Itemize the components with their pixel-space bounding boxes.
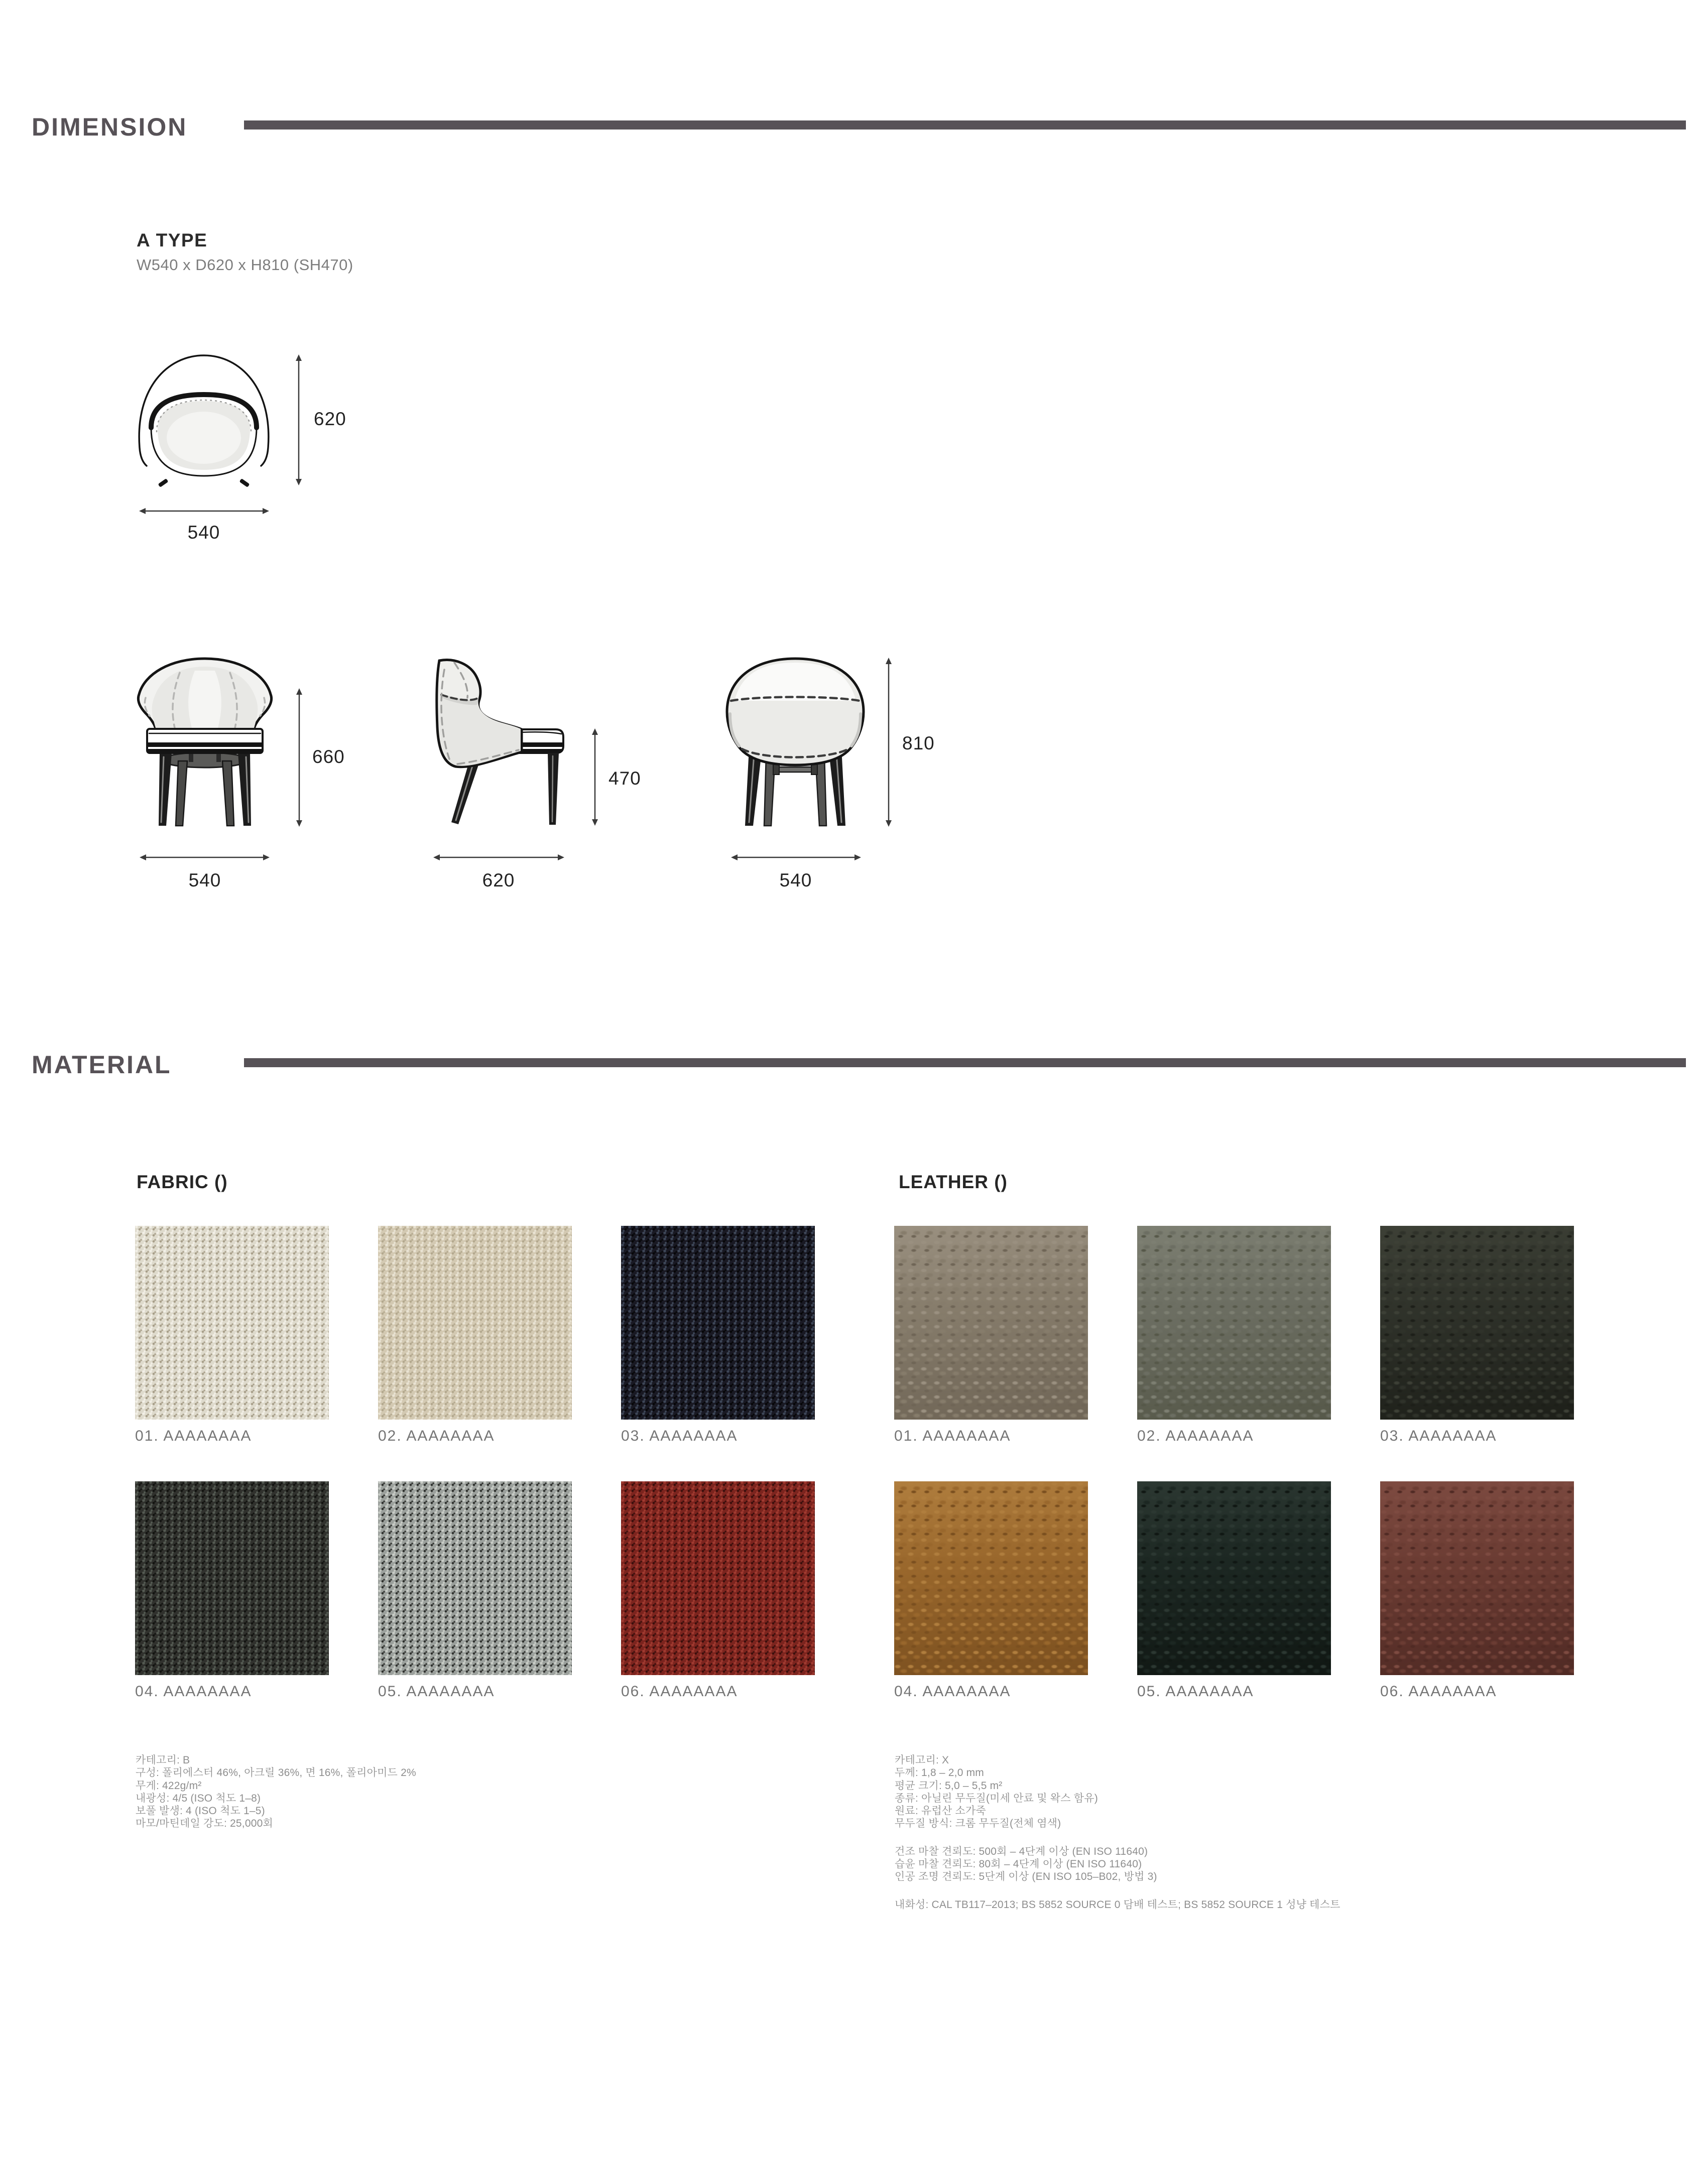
leather-swatch-06 (1380, 1481, 1574, 1675)
spec-line: 내광성: 4/5 (ISO 척도 1–8) (136, 1792, 261, 1804)
swatch-label: 04. AAAAAAAA (135, 1683, 252, 1700)
spec-line: 카테고리: B (136, 1754, 190, 1766)
swatch-label: 06. AAAAAAAA (1380, 1683, 1497, 1700)
dim-side-seat-height: 470 (608, 768, 641, 789)
back-view-height-dim-line (886, 658, 892, 827)
spec-line: 구성: 폴리에스터 46%, 아크릴 36%, 면 16%, 폴리아미드 2% (136, 1767, 416, 1779)
dim-back-width: 540 (779, 870, 812, 891)
dim-side-depth: 620 (482, 870, 515, 891)
fabric-swatch-cell (621, 1481, 815, 1700)
swatch-label: 04. AAAAAAAA (894, 1683, 1011, 1700)
fabric-swatch-04 (135, 1481, 329, 1675)
fabric-swatch-06 (621, 1481, 815, 1675)
spec-line: 마모/마틴데일 강도: 25,000회 (136, 1818, 273, 1830)
dimension-section-title: DIMENSION (32, 113, 188, 141)
spec-line: 내화성: CAL TB117–2013; BS 5852 SOURCE 0 담배 테스트; BS 5852 SOURCE 1 성냥 테스트 (895, 1898, 1340, 1911)
leather-swatch-02 (1137, 1226, 1331, 1420)
swatch-label: 02. AAAAAAAA (1137, 1428, 1254, 1444)
top-view-depth-dim-line (296, 354, 302, 485)
leather-swatch-05 (1137, 1481, 1331, 1675)
side-view-depth-dim-line (433, 854, 564, 860)
fabric-group-title: FABRIC () (137, 1172, 228, 1192)
swatch-label: 05. AAAAAAAA (1137, 1683, 1254, 1700)
fabric-swatch-02 (378, 1226, 572, 1420)
spec-line: 보풀 발생: 4 (ISO 척도 1–5) (136, 1805, 265, 1817)
leather-swatch-04 (894, 1481, 1088, 1675)
back-view-drawing (723, 648, 914, 868)
spec-line: 카테고리: X (895, 1754, 949, 1766)
swatch-label: 05. AAAAAAAA (378, 1683, 495, 1700)
top-view-feet (158, 478, 250, 487)
fabric-swatch-cell (135, 1481, 329, 1700)
material-section-title: MATERIAL (32, 1051, 172, 1079)
dim-front-width: 540 (188, 870, 221, 891)
leather-specs-general (895, 1754, 1340, 1830)
side-view-drawing (424, 648, 615, 868)
dim-front-height: 660 (312, 746, 345, 767)
spec-line: 건조 마찰 견뢰도: 500회 – 4단계 이상 (EN ISO 11640) (895, 1845, 1148, 1857)
fabric-swatch-cell (378, 1481, 572, 1700)
leather-swatch-cell (894, 1481, 1088, 1700)
top-view-width-dim-line (139, 508, 269, 514)
fabric-swatch-cell (621, 1226, 815, 1445)
fabric-swatch-05 (378, 1481, 572, 1675)
fabric-swatch-01 (135, 1226, 329, 1420)
swatch-label: 01. AAAAAAAA (894, 1428, 1011, 1444)
fabric-swatch-cell (378, 1226, 572, 1445)
spec-line: 원료: 유럽산 소가죽 (895, 1805, 986, 1817)
fabric-specs (136, 1754, 416, 1830)
leather-swatch-cell (1380, 1481, 1574, 1700)
spec-line: 두께: 1,8 – 2,0 mm (895, 1767, 984, 1779)
front-view-drawing (131, 648, 311, 868)
fabric-specs-block (136, 1754, 416, 1830)
side-view-seatheight-dim-line (592, 728, 598, 826)
swatch-label: 03. AAAAAAAA (1380, 1428, 1497, 1444)
dim-top-depth: 620 (314, 409, 346, 429)
spec-line: 무게: 422g/m² (136, 1780, 202, 1792)
spec-line: 무두질 방식: 크롬 무두질(전체 염색) (895, 1818, 1061, 1830)
leather-swatch-01 (894, 1226, 1088, 1420)
leather-swatch-cell (894, 1226, 1088, 1445)
spec-line: 인공 조명 견뢰도: 5단계 이상 (EN ISO 105–B02, 방법 3) (895, 1871, 1157, 1883)
leather-swatch-cell (1380, 1226, 1574, 1445)
front-view-height-dim-line (296, 688, 302, 827)
fabric-swatch-03 (621, 1226, 815, 1420)
dim-back-height: 810 (902, 733, 935, 753)
front-view-width-dim-line (140, 854, 270, 860)
leather-specs-fastness (895, 1845, 1340, 1883)
swatch-label: 01. AAAAAAAA (135, 1428, 252, 1444)
leather-group-title: LEATHER () (899, 1172, 1008, 1192)
swatch-label: 06. AAAAAAAA (621, 1683, 738, 1700)
back-view-width-dim-line (731, 854, 861, 860)
fabric-swatch-cell (135, 1226, 329, 1445)
spec-line: 종류: 아닐린 무두질(미세 안료 및 왁스 함유) (895, 1792, 1098, 1804)
swatch-label: 03. AAAAAAAA (621, 1428, 738, 1444)
leather-swatch-03 (1380, 1226, 1574, 1420)
leather-swatch-cell (1137, 1481, 1331, 1700)
leather-specs (895, 1754, 1340, 1911)
spec-line: 습윤 마찰 견뢰도: 80회 – 4단계 이상 (EN ISO 11640) (895, 1858, 1142, 1870)
type-size: W540 x D620 x H810 (SH470) (137, 256, 353, 274)
material-section-rule (244, 1058, 1686, 1067)
top-view-drawing (128, 346, 329, 542)
spec-line: 평균 크기: 5,0 – 5,5 m² (895, 1780, 1003, 1792)
type-label: A TYPE (137, 230, 208, 250)
leather-specs-fire (895, 1898, 1340, 1911)
swatch-label: 02. AAAAAAAA (378, 1428, 495, 1444)
leather-swatch-cell (1137, 1226, 1331, 1445)
dimension-section-rule (244, 120, 1686, 130)
dim-top-width: 540 (187, 522, 220, 543)
